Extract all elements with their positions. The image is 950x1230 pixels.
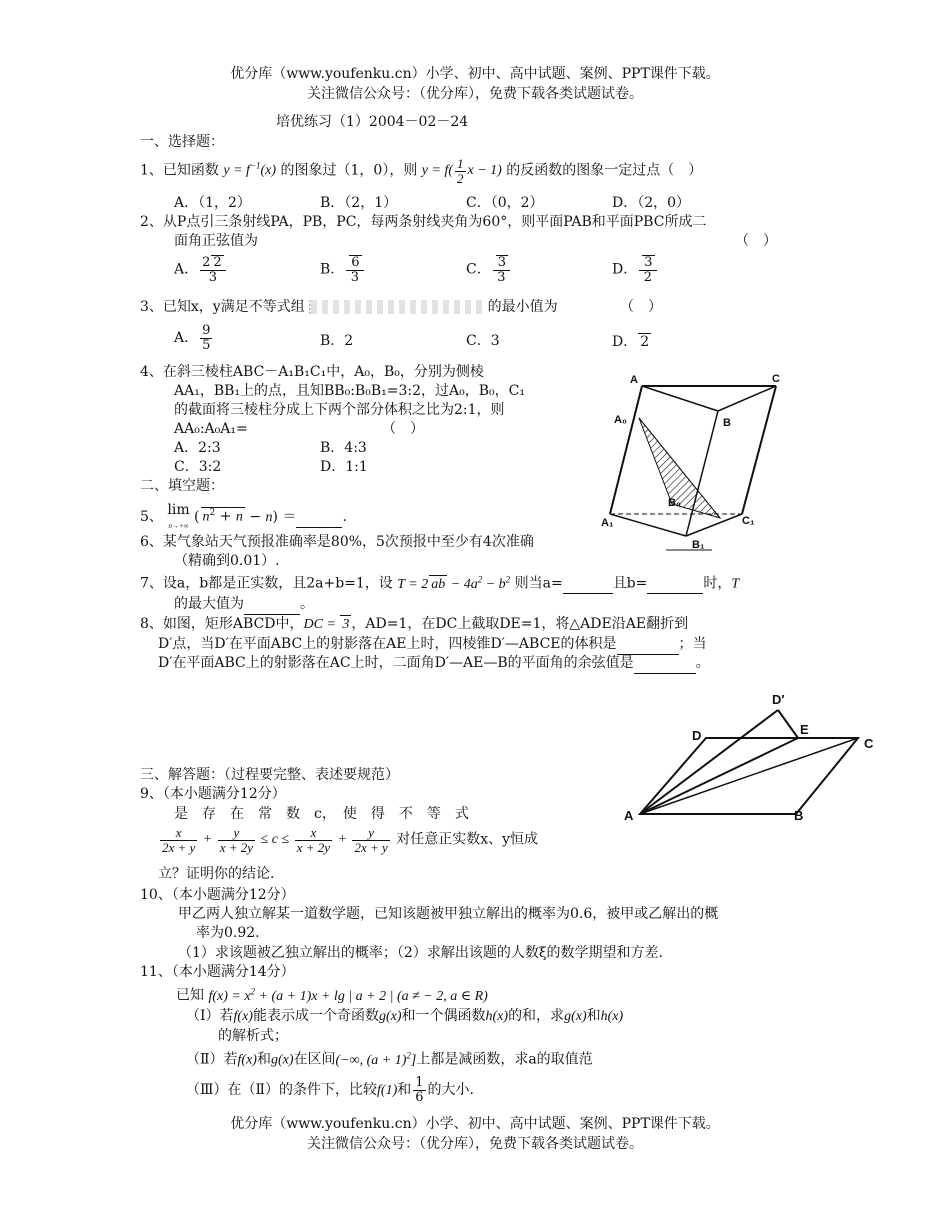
question-2-line-2: 面角正弦值为 [174,233,258,249]
header-line-2: 关注微信公众号：（优分库），免费下载各类试题试卷。 [307,86,643,102]
label-A1: A₁ [601,517,614,529]
question-8-line-3: D′在平面ABC上的射影落在AC上时，二面角D′—AE—B的平面角的余弦值是 。 [158,655,710,674]
question-8-line-2: D′点，当D′在平面ABC上的射影落在AE上时，四棱锥D′—ABCE的体积是 ；当 [158,636,707,655]
question-8-line-1: 8、如图，矩形ABCD中，DC = 3 ，AD=1，在DC上截取DE=1，将△ADE沿AE翻折到 [140,616,689,632]
page-title: 培优练习（1）2004－02－24 [276,114,469,130]
question-2-line-1: 2、从P点引三条射线PA，PB，PC，每两条射线夹角为60°，则平面PAB和平面PBC所成二 [140,214,707,230]
question-6-line-2: （精确到0.01）. [174,553,280,569]
label-E: E [800,722,809,737]
blank [244,596,300,615]
label-B: B [794,808,804,823]
question-10-head: 10、（本小题满分12分） [140,887,295,903]
q1-option-d: D．（2，0） [612,195,691,211]
question-11-part-1: （Ⅰ）若f(x)能表示成一个奇函数g(x)和一个偶函数h(x)的和，求g(x)和h(x) [186,1008,624,1024]
section-heading-3: 三、解答题：（过程要完整、表述要规范） [140,767,399,783]
question-11-part-2: （Ⅱ）若f(x)和g(x)在区间(−∞, $(a + 1)^2$]上都是减函数，求a的取值范 [186,1050,593,1068]
label-A: A [624,808,634,823]
header-line-1: 优分库（www.youfenku.cn）小学、初中、高中试题、案例、PPT课件下载。 [230,66,720,82]
blank [563,576,613,595]
fraction: $\frac{2 2}{3}$ [200,255,226,284]
section-heading-1: 一、选择题： [140,134,224,150]
fraction: $\frac{3}{3}$ [493,255,510,284]
question-4-line-4: AA₀:A₀A₁= [174,421,248,437]
q3-option-b: B．2 [320,333,354,349]
footer-line-2: 关注微信公众号：（优分库），免费下载各类试题试卷。 [307,1136,643,1152]
blank [296,509,342,528]
inequality: $\frac{x}{2x + y}$ + $\frac{y}{x + 2y}$ ≤ c ≤ $\frac{x}{x + 2y}$ + $\frac{y}{2x + y}$ [162,825,388,855]
question-7-line-2: 的最大值为 。 [174,596,314,615]
function-definition: $f(x) = x^2 + (a + 1)x + \lg$ | a + 2 | (a ≠ − 2, a ∈ R) [208,986,488,1004]
label-D-prime: D′ [772,692,785,707]
q4-option-c: C．3:2 [174,459,222,475]
question-5: 5、 lim n→+∞ ( $n^2 + n - n$) ＝ . [140,502,347,530]
blank [634,655,696,674]
label-A0: A₀ [614,414,627,426]
question-9-head: 9、（本小题满分12分） [140,786,286,802]
label-C1: C₁ [742,515,755,527]
q4-option-b: B．4:3 [320,440,367,456]
faded-inequality-system-image [309,300,483,314]
question-11-part-3: （Ⅲ）在（Ⅱ）的条件下，比较f(1)和 $\frac{1}{6}$ 的大小. [186,1075,474,1105]
question-2-paren: （ ） [735,233,777,249]
q2-option-d: D． $\frac{3}{2}$ [612,255,659,284]
question-9-line-2: $\frac{x}{2x + y}$ + $\frac{y}{x + 2y}$ ≤ c ≤ $\frac{x}{x + 2y}$ + $\frac{y}{2x + y}$ 对任意正实数x、y恒成 [158,826,538,854]
label-C: C [864,736,874,751]
formula-DC: DC = 3 [303,617,350,632]
blank [647,576,703,595]
label-B1: B₁ [692,539,705,551]
q2-option-a: A． $\frac{2 2}{3}$ [174,255,228,284]
oblique-prism-figure [596,368,796,554]
formula-inverse: $y = f^{-1}(x)$ [223,160,277,179]
q1-option-a: A．（1，2） [174,195,251,211]
q1-option-c: C．（0，2） [466,195,544,211]
question-11-part-1-cont: 的解析式； [218,1028,288,1044]
label-D: D [692,728,702,743]
q3-option-d: D． 2 [612,334,650,350]
question-6-line-1: 6、某气象站天气预报准确率是80%，5次预报中至少有4次准确 [140,534,534,550]
fraction: $\frac{6}{3}$ [346,255,363,284]
question-4-paren: （ ） [382,421,424,437]
folded-rectangle-figure [618,680,888,830]
label-B: B [723,417,731,429]
question-4-line-1: 4、在斜三棱柱ABC－A₁B₁C₁中，A₀，B₀，分别为侧棱 [140,364,484,380]
question-11-head: 11、（本小题满分14分） [140,964,295,980]
section-heading-2: 二、填空题： [140,478,224,494]
q2-option-b: B． $\frac{6}{3}$ [320,255,366,284]
q4-option-a: A．2:3 [174,440,221,456]
question-11-given: 已知 $f(x) = x^2 + (a + 1)x + \lg$ | a + 2 | (a ≠ − 2, a ∈ R) [176,986,488,1004]
blank [617,636,679,655]
fraction: $\frac{9}{5}$ [202,323,211,353]
formula-T: T = 2 ab − $4a^2 - b^2$ [397,574,511,592]
question-7-line-1: 7、设a，b都是正实数，且2a+b=1，设 T = 2 ab − $4a^2 - b^2$ 则当a= 且b= 时，T [140,574,739,594]
fraction: $\frac{3}{2}$ [639,255,656,284]
q4-option-d: D．1:1 [320,459,368,475]
question-4-line-3: 的截面将三棱柱分成上下两个部分体积之比为2:1，则 [174,402,505,418]
sqrt-2: 2 [640,334,650,350]
label-A: A [630,374,638,386]
question-4-line-2: AA₁，BB₁上的点，且知BB₀:B₀B₁=3:2，过A₀，B₀，C₁ [174,383,525,399]
fraction: $\frac{1}{6}$ [415,1075,424,1105]
label-C: C [772,373,780,385]
question-3: 3、已知x，y满足不等式组 的最小值为 [140,299,558,315]
question-10-line-2: 率为0.92. [196,925,260,941]
q2-option-c: C． $\frac{3}{3}$ [466,255,512,284]
q3-option-c: C．3 [466,333,500,349]
question-9-line-3: 立？证明你的结论. [158,866,275,882]
q3-option-a: A． $\frac{9}{5}$ [174,323,211,353]
footer-line-1: 优分库（www.youfenku.cn）小学、初中、高中试题、案例、PPT课件下载。 [230,1116,720,1132]
question-10-line-1: 甲乙两人独立解某一道数学题，已知该题被甲独立解出的概率为0.6，被甲或乙解出的概 [178,906,719,922]
question-1: 1、已知函数 $y = f^{-1}(x)$ 的图象过（1，0），则 y = f( $\frac{1}{2}$ x − 1) 的反函数的图象一定过点（ ） [140,156,703,186]
q1-option-b: B．（2，1） [320,195,398,211]
formula-composite: y = f( $\frac{1}{2}$ x − 1) [421,156,502,186]
question-9-line-1: 是 存 在 常 数 c， 使 得 不 等 式 [174,806,469,822]
question-3-paren: （ ） [620,299,662,315]
limit-expression: lim n→+∞ ( $n^2 + n - n$) [167,502,279,530]
label-B0: B₀ [668,497,681,509]
question-10-line-3: （1）求该题被乙独立解出的概率；（2）求解出该题的人数ξ的数学期望和方差. [178,945,663,961]
